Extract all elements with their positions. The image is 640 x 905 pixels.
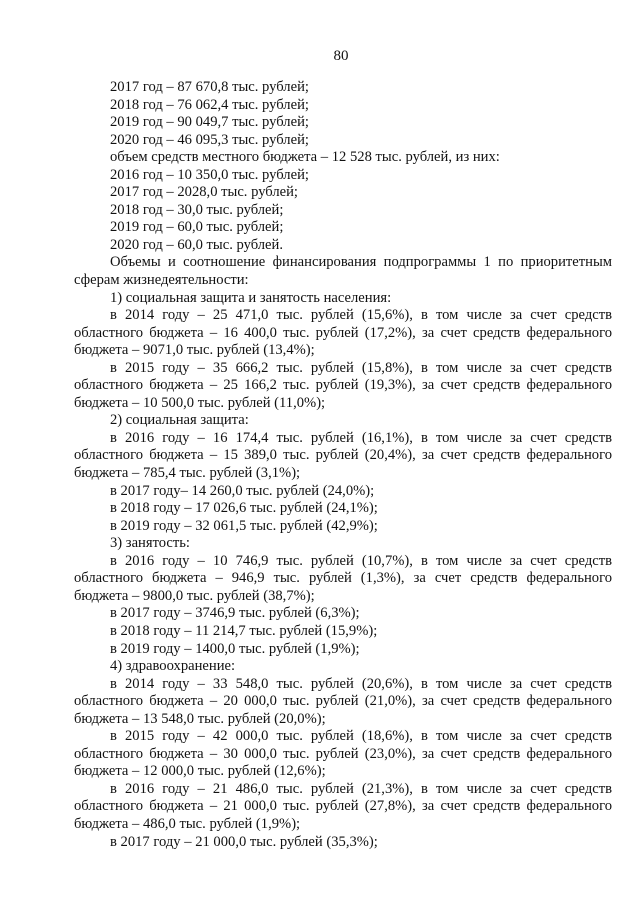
paragraph-local-2017: 2017 год – 2028,0 тыс. рублей;: [110, 184, 298, 201]
paragraph-employment-2019: в 2019 году – 1400,0 тыс. рублей (1,9%);: [110, 640, 360, 657]
paragraph-employment-2016: в 2016 году – 10 746,9 тыс. рублей (10,7%), в том числе за счет средств областного бюджета – 946,9 тыс. рублей (1,3%), за счет средств федерального бюджета – 9800,0 тыс. рублей (38,7%);: [74, 552, 612, 604]
paragraph-social-employment-2014: в 2014 году – 25 471,0 тыс. рублей (15,6%), в том числе за счет средств областного бюджета – 16 400,0 тыс. рублей (17,2%), за счет средств федерального бюджета – 9071,0 тыс. рублей (13,4%);: [74, 307, 612, 359]
paragraph-social-protection-2019: в 2019 году – 32 061,5 тыс. рублей (42,9%);: [110, 517, 378, 534]
paragraph-social-employment-2015: в 2015 году – 35 666,2 тыс. рублей (15,8%), в том числе за счет средств областного бюджета – 25 166,2 тыс. рублей (19,3%), за счет средств федерального бюджета – 10 500,0 тыс. рублей (11,0%);: [74, 359, 612, 411]
paragraph-funding-2017: 2017 год – 87 670,8 тыс. рублей;: [110, 79, 309, 95]
paragraph-healthcare-2015: в 2015 году – 42 000,0 тыс. рублей (18,6%), в том числе за счет средств областного бюджета – 30 000,0 тыс. рублей (23,0%), за счет средств федерального бюджета – 12 000,0 тыс. рублей (12,6%);: [74, 728, 612, 780]
page-number: 80: [333, 48, 349, 64]
paragraph-local-2019: 2019 год – 60,0 тыс. рублей;: [110, 219, 284, 236]
paragraph-healthcare-2017: в 2017 году – 21 000,0 тыс. рублей (35,3%);: [110, 833, 378, 850]
paragraph-social-protection-2017: в 2017 году– 14 260,0 тыс. рублей (24,0%);: [110, 482, 375, 499]
paragraph-social-protection-2018: в 2018 году – 17 026,6 тыс. рублей (24,1%);: [110, 500, 378, 517]
section-heading-employment: 3) занятость:: [110, 535, 190, 552]
paragraph-healthcare-2016: в 2016 году – 21 486,0 тыс. рублей (21,3%), в том числе за счет средств областного бюджета – 21 000,0 тыс. рублей (27,8%), за счет средств федерального бюджета – 486,0 тыс. рублей (1,9%);: [74, 780, 612, 832]
paragraph-social-protection-2016: в 2016 году – 16 174,4 тыс. рублей (16,1%), в том числе за счет средств областного бюджета – 15 389,0 тыс. рублей (20,4%), за счет средств федерального бюджета – 785,4 тыс. рублей (3,1%);: [74, 429, 612, 482]
paragraph-funding-2020: 2020 год – 46 095,3 тыс. рублей;: [110, 131, 309, 148]
paragraph-local-2018: 2018 год – 30,0 тыс. рублей;: [110, 201, 284, 218]
document-body: [74, 79, 612, 851]
paragraph-local-2020: 2020 год – 60,0 тыс. рублей.: [110, 236, 283, 253]
paragraph-employment-2017: в 2017 году – 3746,9 тыс. рублей (6,3%);: [110, 605, 360, 622]
paragraph-funding-2019: 2019 год – 90 049,7 тыс. рублей;: [110, 114, 309, 131]
paragraph-priority-intro: Объемы и соотношение финансирования подпрограммы 1 по приоритетным сферам жизнедеятельности:: [74, 254, 612, 289]
paragraph-local-budget: объем средств местного бюджета – 12 528 тыс. рублей, из них:: [110, 149, 500, 166]
paragraph-local-2016: 2016 год – 10 350,0 тыс. рублей;: [110, 166, 309, 183]
section-heading-healthcare: 4) здравоохранение:: [110, 658, 236, 675]
section-heading-social-employment: 1) социальная защита и занятость населения:: [110, 289, 392, 306]
paragraph-healthcare-2014: в 2014 году – 33 548,0 тыс. рублей (20,6%), в том числе за счет средств областного бюджета – 20 000,0 тыс. рублей (21,0%), за счет средств федерального бюджета – 13 548,0 тыс. рублей (20,0%);: [74, 675, 612, 727]
paragraph-employment-2018: в 2018 году – 11 214,7 тыс. рублей (15,9%);: [110, 622, 378, 639]
paragraph-funding-2018: 2018 год – 76 062,4 тыс. рублей;: [110, 96, 309, 113]
section-heading-social-protection: 2) социальная защита:: [110, 412, 249, 429]
